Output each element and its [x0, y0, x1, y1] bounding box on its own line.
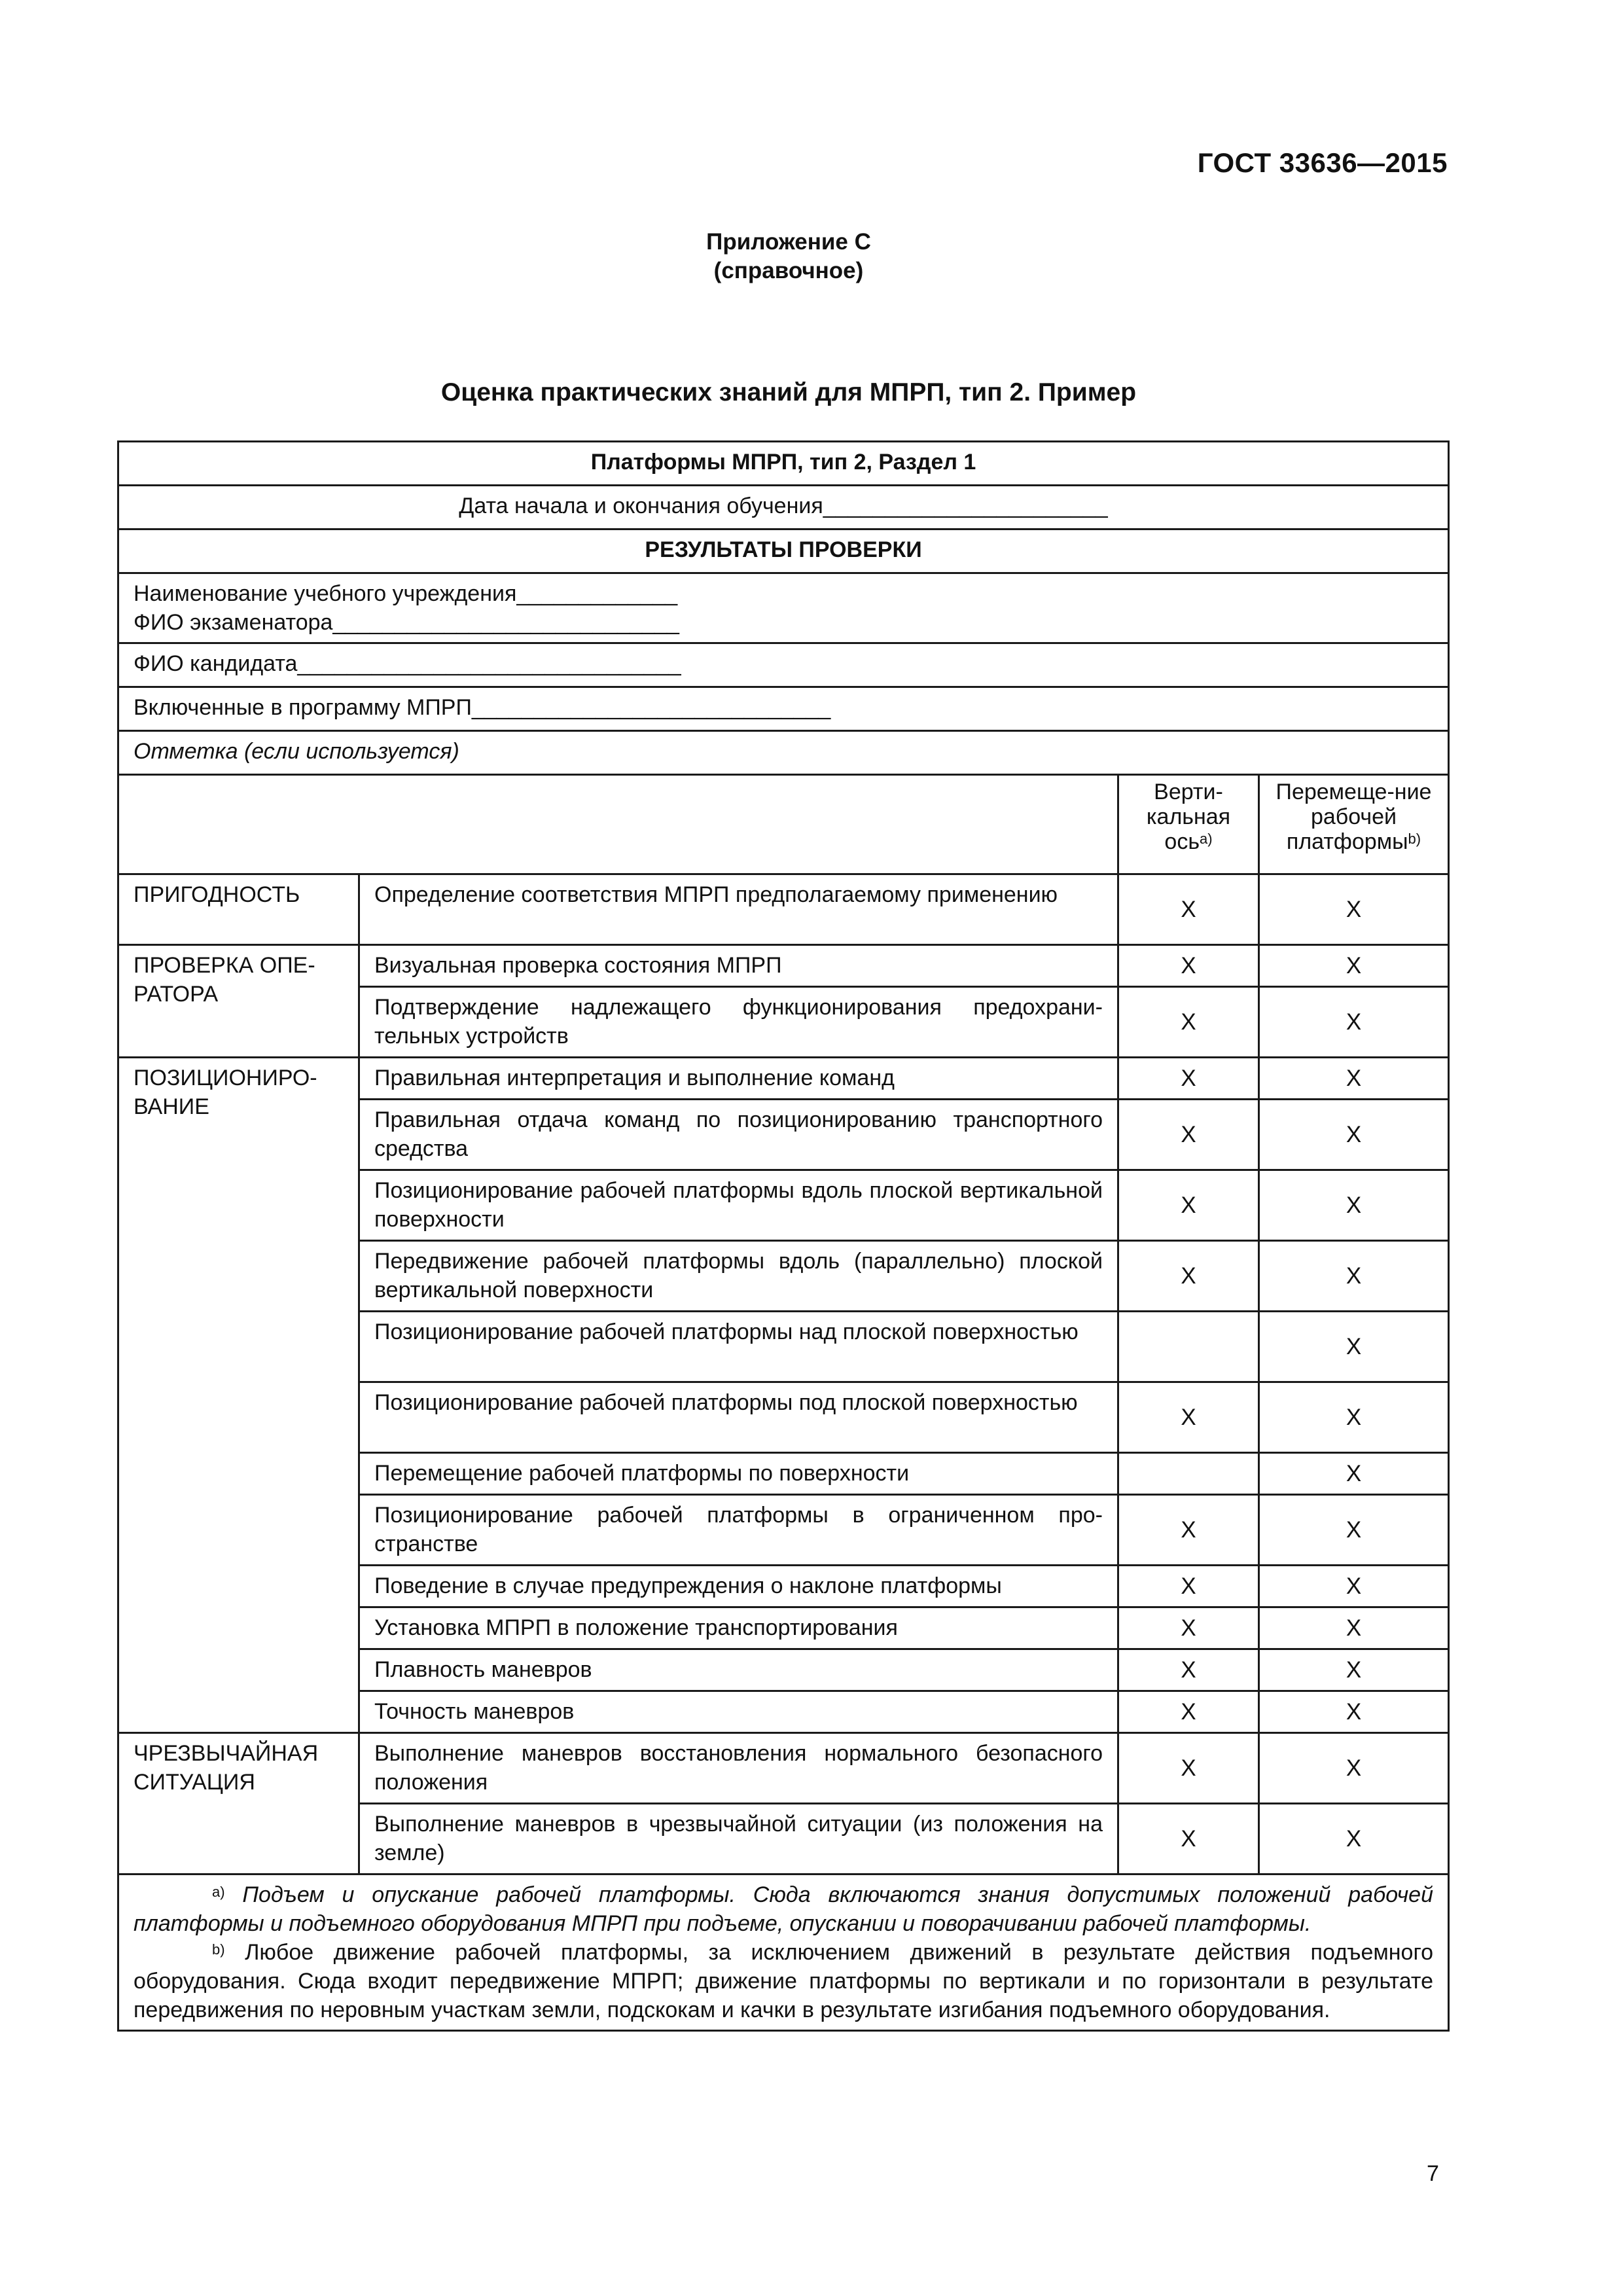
moving-mark: X	[1259, 1312, 1449, 1382]
vertical-mark: X	[1118, 1241, 1259, 1312]
category-cell: ПРИГОДНОСТЬ	[118, 874, 359, 945]
vertical-mark: X	[1118, 1170, 1259, 1241]
item-cell: Выполнение маневров в чрезвычайной ситуации (из положения на земле)	[359, 1804, 1118, 1874]
item-cell: Установка МПРП в положение транспортирования	[359, 1607, 1118, 1649]
vertical-mark: X	[1118, 1058, 1259, 1100]
results-title: РЕЗУЛЬТАТЫ ПРОВЕРКИ	[118, 529, 1449, 573]
moving-mark: X	[1259, 1170, 1449, 1241]
item-cell: Правильная отдача команд по позиционированию транспортного средства	[359, 1100, 1118, 1170]
vertical-mark: X	[1118, 945, 1259, 987]
header-empty-cell	[118, 775, 1118, 874]
examiner-field: ФИО экзаменатора____________________________	[134, 610, 679, 635]
footnote-a-text: Подъем и опускание рабочей платформы. Сюда включаются знания допустимых положений рабочей платформы и подъемного оборудования МПРП при подъеме, опускании и поворачивании рабочей платформы.	[134, 1882, 1433, 1936]
moving-mark: X	[1259, 1382, 1449, 1453]
item-cell: Плавность маневров	[359, 1649, 1118, 1691]
vertical-mark: X	[1118, 1566, 1259, 1607]
training-dates-field: Дата начала и окончания обучения_______________________	[118, 486, 1449, 529]
footnote-ref-a: a)	[1200, 831, 1213, 847]
vertical-mark: X	[1118, 1804, 1259, 1874]
footnotes-cell	[118, 1874, 1449, 2031]
assessment-table	[117, 440, 1450, 2032]
moving-mark: X	[1259, 945, 1449, 987]
item-cell: Передвижение рабочей платформы вдоль (параллельно) плоской вертикальной поверхности	[359, 1241, 1118, 1312]
item-cell: Правильная интерпретация и выполнение команд	[359, 1058, 1118, 1100]
moving-mark: X	[1259, 1733, 1449, 1804]
category-cell: ЧРЕЗВЫЧАЙНАЯ СИТУАЦИЯ	[118, 1733, 359, 1874]
section-title: Платформы МПРП, тип 2, Раздел 1	[118, 442, 1449, 486]
item-cell: Позиционирование рабочей платформы над плоской поверхностью	[359, 1312, 1118, 1382]
vertical-mark: X	[1118, 1607, 1259, 1649]
institution-examiner-cell	[118, 573, 1449, 643]
institution-field: Наименование учебного учреждения_____________	[134, 581, 678, 606]
appendix-label: Приложение С	[706, 229, 871, 255]
column-vertical-label: Верти-кальная ось	[1146, 780, 1231, 854]
moving-mark: X	[1259, 1804, 1449, 1874]
standard-number: ГОСТ 33636—2015	[1197, 147, 1448, 178]
vertical-mark: X	[1118, 1495, 1259, 1566]
item-cell: Позиционирование рабочей платформы под плоской поверхностью	[359, 1382, 1118, 1453]
footnote-a-mark: a)	[212, 1884, 225, 1900]
page-number: 7	[1427, 2161, 1439, 2186]
footnote-b-mark: b)	[212, 1941, 225, 1958]
footnote-a	[134, 1880, 1433, 1938]
appendix-type: (справочное)	[713, 258, 864, 283]
vertical-mark: X	[1118, 987, 1259, 1058]
vertical-mark: X	[1118, 1100, 1259, 1170]
vertical-mark: X	[1118, 1649, 1259, 1691]
vertical-mark: X	[1118, 874, 1259, 945]
moving-mark: X	[1259, 1058, 1449, 1100]
footnote-ref-b: b)	[1408, 831, 1421, 847]
moving-mark: X	[1259, 874, 1449, 945]
moving-mark: X	[1259, 1649, 1449, 1691]
moving-mark: X	[1259, 1241, 1449, 1312]
included-program-field: Включенные в программу МПРП_____________________________	[118, 687, 1449, 731]
item-cell: Определение соответствия МПРП предполагаемому применению	[359, 874, 1118, 945]
appendix-heading	[0, 228, 1577, 285]
vertical-mark: X	[1118, 1733, 1259, 1804]
category-cell: ПОЗИЦИОНИРОВАНИЕ	[118, 1058, 359, 1733]
moving-mark: X	[1259, 1100, 1449, 1170]
moving-mark: X	[1259, 1691, 1449, 1733]
item-cell: Выполнение маневров восстановления нормального безопасного положения	[359, 1733, 1118, 1804]
moving-mark: X	[1259, 1453, 1449, 1495]
column-header-vertical	[1118, 775, 1259, 874]
vertical-mark: X	[1118, 1382, 1259, 1453]
candidate-field: ФИО кандидата_______________________________	[118, 643, 1449, 687]
category-cell: ПРОВЕРКА ОПЕРАТОРА	[118, 945, 359, 1058]
moving-mark: X	[1259, 1566, 1449, 1607]
vertical-mark	[1118, 1453, 1259, 1495]
footnote-b-text: Любое движение рабочей платформы, за исключением движений в результате действия подъемного оборудования. Сюда входит передвижение МПРП; движение платформы по вертикали и по горизонтали в результате передвижения по неровным участкам земли, подскокам и качки в результате изгибания подъемного оборудования.	[134, 1940, 1434, 2022]
item-cell: Поведение в случае предупреждения о наклоне платформы	[359, 1566, 1118, 1607]
moving-mark: X	[1259, 1495, 1449, 1566]
item-cell: Подтверждение надлежащего функционирования предохранительных устройств	[359, 987, 1118, 1058]
column-moving-label: Перемеще-ние рабочей платформы	[1275, 780, 1432, 854]
moving-mark: X	[1259, 987, 1449, 1058]
vertical-mark: X	[1118, 1691, 1259, 1733]
item-cell: Позиционирование рабочей платформы вдоль плоской вертикальной поверхности	[359, 1170, 1118, 1241]
footnote-b	[134, 1938, 1433, 2024]
moving-mark: X	[1259, 1607, 1449, 1649]
mark-note: Отметка (если используется)	[118, 731, 1449, 775]
item-cell: Перемещение рабочей платформы по поверхности	[359, 1453, 1118, 1495]
vertical-mark	[1118, 1312, 1259, 1382]
item-cell: Визуальная проверка состояния МПРП	[359, 945, 1118, 987]
document-title: Оценка практических знаний для МПРП, тип 2. Пример	[440, 378, 1137, 406]
item-cell: Точность маневров	[359, 1691, 1118, 1733]
item-cell: Позиционирование рабочей платформы в ограниченном пространстве	[359, 1495, 1118, 1566]
column-header-moving	[1259, 775, 1449, 874]
